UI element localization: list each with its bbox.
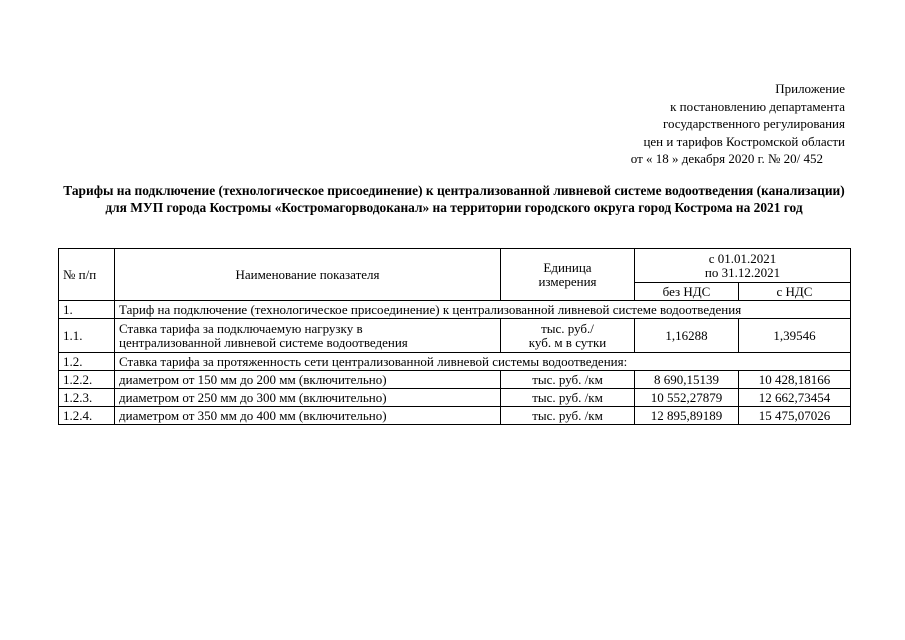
row-with-vat: 1,39546 (739, 319, 851, 353)
table-row (59, 353, 851, 371)
appendix-line: к постановлению департамента (670, 98, 845, 114)
row-num: 1.2.4. (59, 407, 115, 425)
row-unit-line: тыс. руб./ (541, 320, 594, 336)
row-name (115, 319, 501, 353)
row-unit: тыс. руб. /км (501, 371, 635, 389)
row-unit-line: куб. м в сутки (528, 334, 607, 350)
header-unit-line: измерения (538, 273, 597, 289)
row-num: 1.2.2. (59, 371, 115, 389)
appendix-line: государственного регулирования (662, 116, 845, 131)
row-with-vat: 10 428,18166 (739, 371, 851, 389)
header-unit-line: Единица (543, 259, 592, 275)
row-num: 1. (59, 301, 115, 319)
table-row (59, 389, 851, 407)
header-period (635, 249, 851, 283)
row-name-line: централизованной ливневой системе водоотведения (119, 334, 408, 350)
row-name: диаметром от 350 мм до 400 мм (включительно) (115, 407, 501, 425)
row-with-vat: 15 475,07026 (739, 407, 851, 425)
header-row (59, 249, 851, 283)
appendix-date-line: от « 18 » декабря 2020 г. № 20/ 452 (630, 151, 823, 166)
appendix-line: Приложение (775, 81, 845, 96)
row-name-line: Ставка тарифа за подключаемую нагрузку в (119, 320, 363, 336)
row-num: 1.2.3. (59, 389, 115, 407)
table-row (59, 371, 851, 389)
row-no-vat: 10 552,27879 (635, 389, 739, 407)
row-name: диаметром от 150 мм до 200 мм (включительно) (115, 371, 501, 389)
row-no-vat: 12 895,89189 (635, 407, 739, 425)
row-unit: тыс. руб. /км (501, 389, 635, 407)
header-period-line: с 01.01.2021 (708, 250, 777, 266)
header-name: Наименование показателя (115, 249, 501, 301)
header-period-line: по 31.12.2021 (704, 264, 781, 280)
header-no-vat: без НДС (635, 283, 739, 301)
header-with-vat: с НДС (739, 283, 851, 301)
row-name: диаметром от 250 мм до 300 мм (включительно) (115, 389, 501, 407)
row-no-vat: 1,16288 (635, 319, 739, 353)
header-num: № п/п (59, 249, 115, 301)
row-num: 1.2. (59, 353, 115, 371)
header-unit (501, 249, 635, 301)
appendix-block (631, 80, 845, 168)
row-unit: тыс. руб. /км (501, 407, 635, 425)
tariff-table (58, 248, 851, 425)
row-section-text: Тариф на подключение (технологическое присоединение) к централизованной ливневой системе водоотведения (115, 301, 851, 319)
row-num: 1.1. (59, 319, 115, 353)
document-title: Тарифы на подключение (технологическое присоединение) к централизованной ливневой системе водоотведения (канализации) для МУП города Костромы «Костромагорводоканал» на территории городского округа город Кострома на 2021 год (63, 183, 845, 215)
row-no-vat: 8 690,15139 (635, 371, 739, 389)
table-row (59, 301, 851, 319)
table-row (59, 407, 851, 425)
appendix-line: цен и тарифов Костромской области (643, 133, 845, 149)
row-unit (501, 319, 635, 353)
row-section-text: Ставка тарифа за протяженность сети централизованной ливневой системы водоотведения: (115, 353, 851, 371)
table-row (59, 319, 851, 353)
row-with-vat: 12 662,73454 (739, 389, 851, 407)
